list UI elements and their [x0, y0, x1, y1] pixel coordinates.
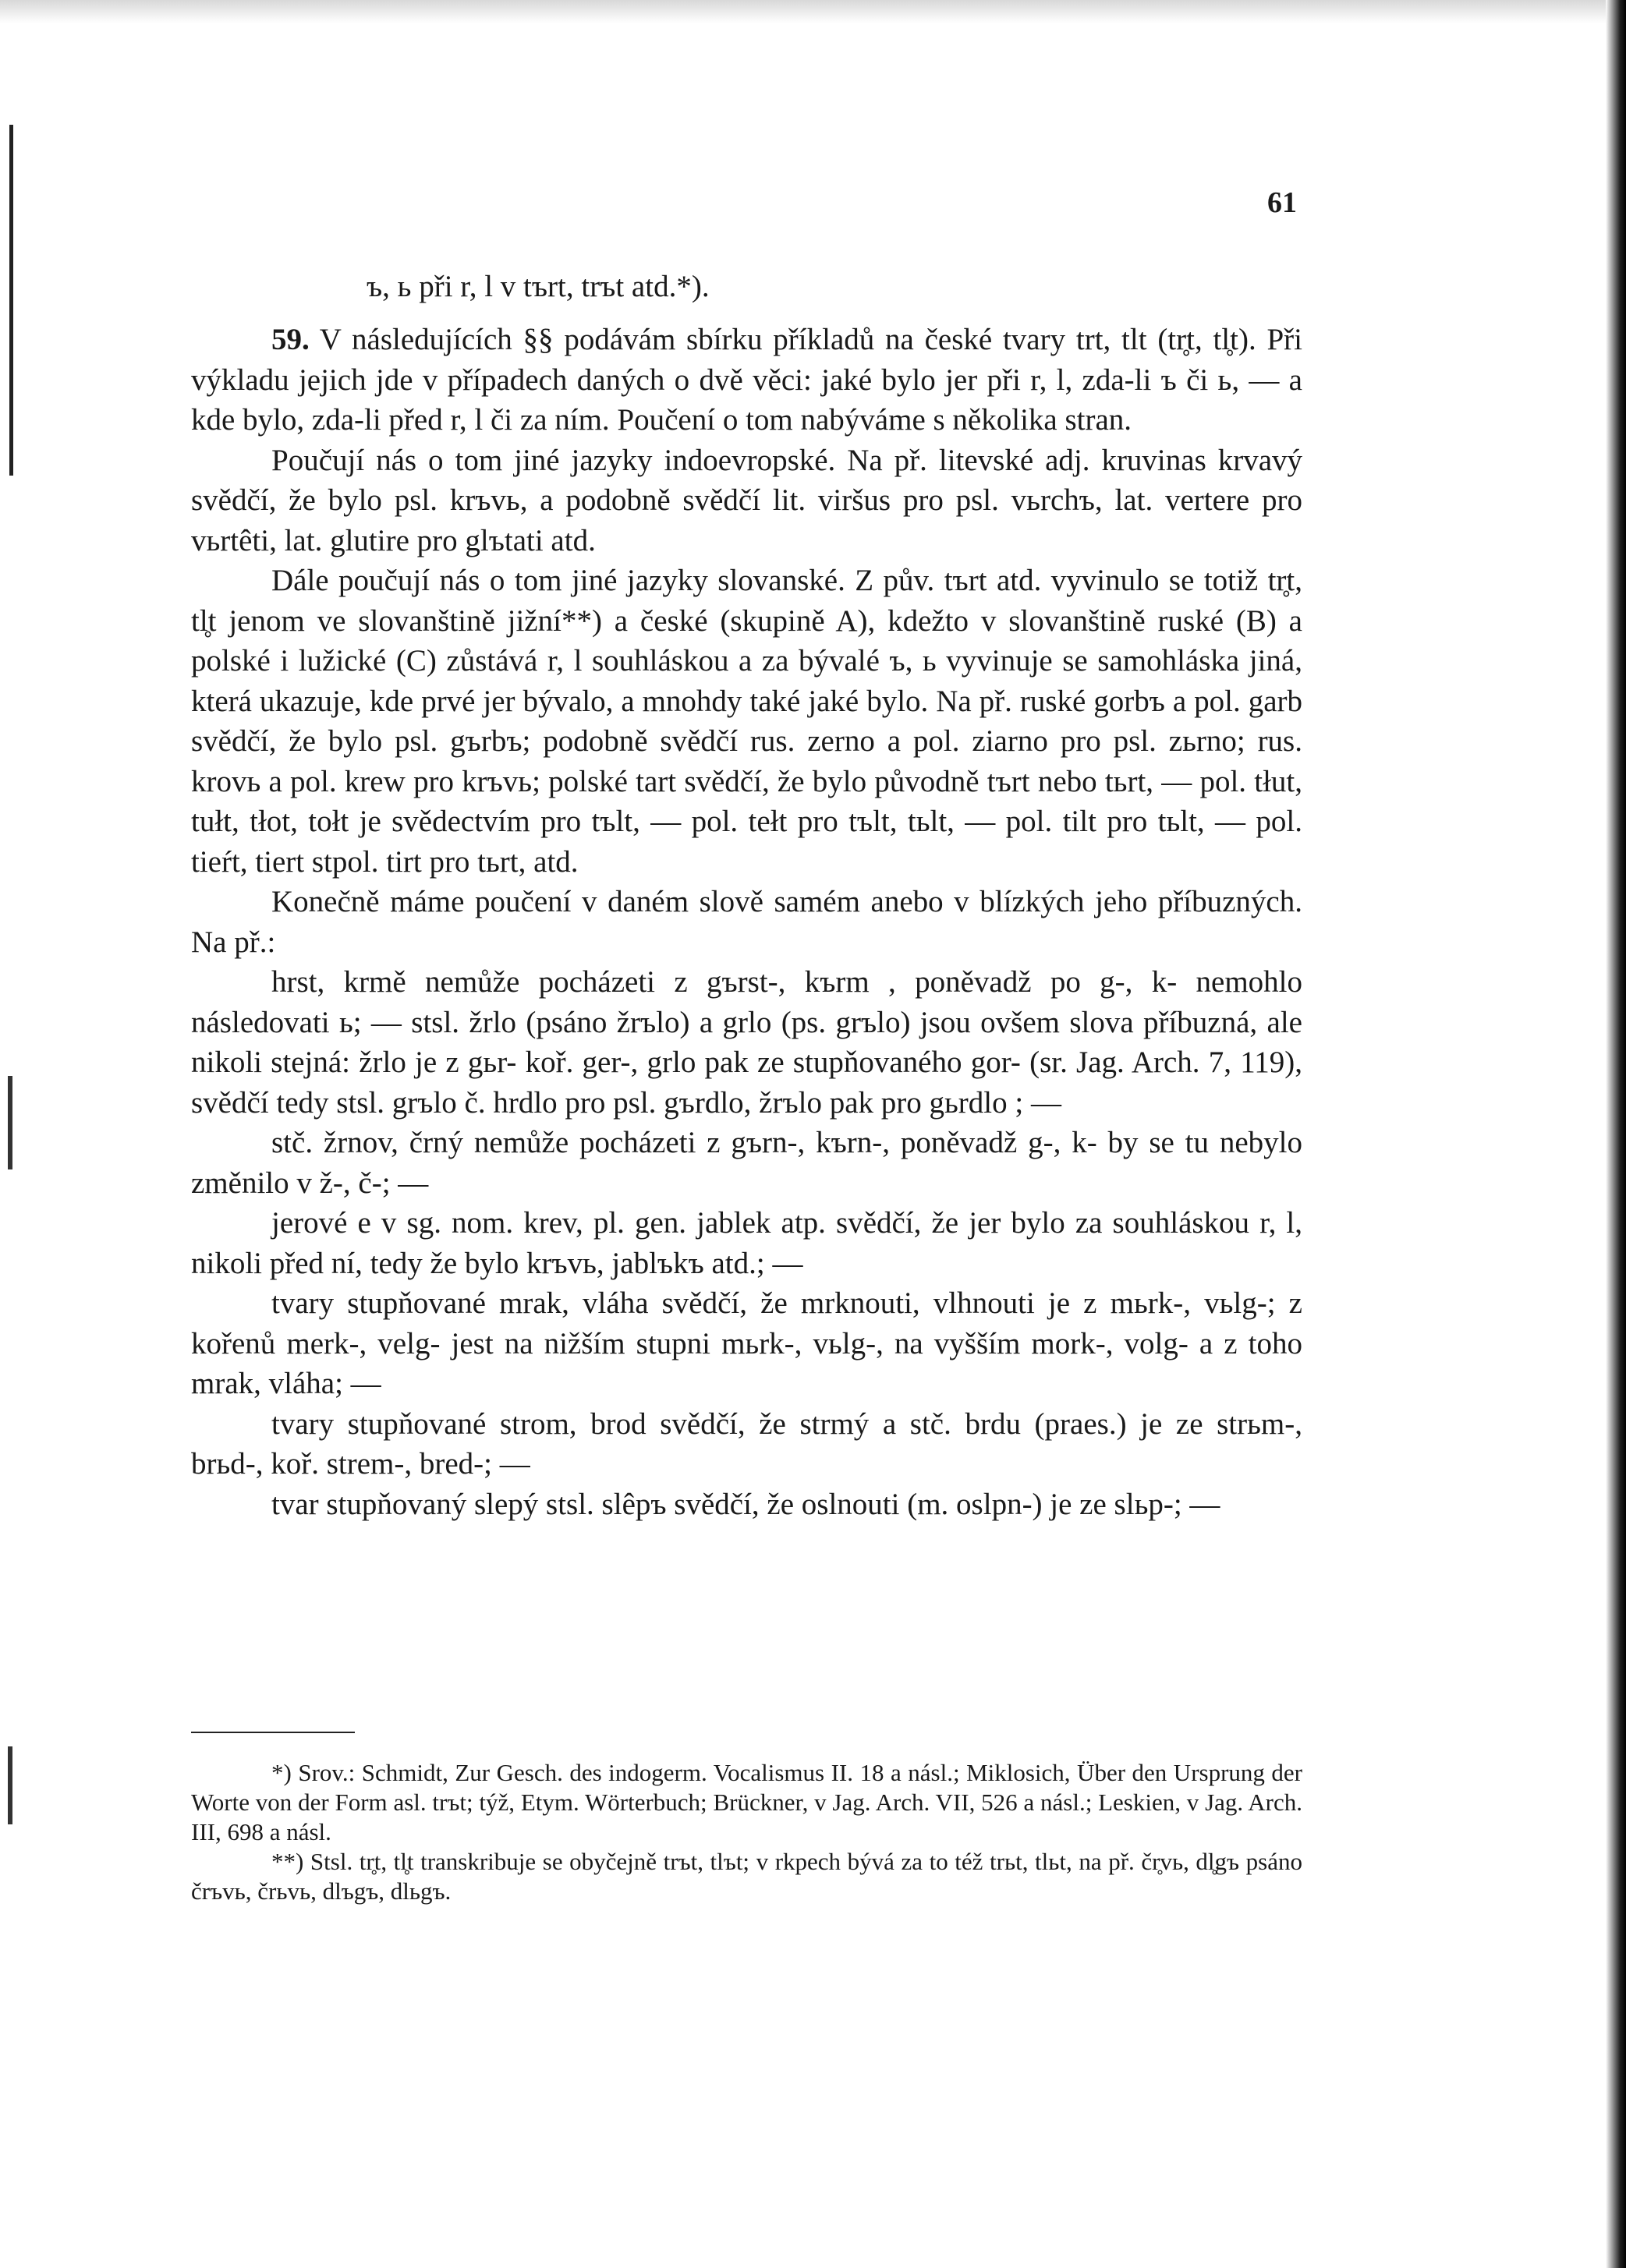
paragraph: tvar stupňovaný slepý stsl. slêpъ svědčí, že oslnouti (m. oslpn-) je ze slьp-; —: [271, 1487, 1220, 1521]
paragraph: jerové e v sg. nom. krev, pl. gen. jablek atp. svědčí, že jer bylo za souhláskou r, l, nikoli před ní, tedy že bylo krъvь, jablъkъ atd.; —: [191, 1206, 1302, 1280]
footnote: **) Stsl. tr̥t, tl̥t transkribuje se obyčejně trъt, tlъt; v rkpech bývá za to též trьt, tlьt, na př. čr̥vь, dl̥gъ psáno črъvь, črьvь, dlъgъ, dlьgъ.: [191, 1848, 1302, 1905]
paragraph: Poučují nás o tom jiné jazyky indoevropské. Na př. litevské adj. kruvinas krvavý svědčí, že bylo psl. krъvь, a podobně svědčí lit. viršus pro psl. vьrchъ, lat. vertere pro vьrtêti, lat. glutire pro glъtati atd.: [191, 443, 1302, 557]
footnote: *) Srov.: Schmidt, Zur Gesch. des indogerm. Vocalismus II. 18 a násl.; Miklosich, Über den Ursprung der Worte von der Form asl. trъt; týž, Etym. Wörterbuch; Brückner, v Jag. Arch. VII, 526 a násl.; Leskien, v Jag. Arch. III, 698 a násl.: [191, 1759, 1302, 1845]
paragraph: tvary stupňované strom, brod svědčí, že strmý a stč. brdu (praes.) je ze strьm-, brьd-, koř. strem-, bred-; —: [191, 1406, 1302, 1481]
page-number: 61: [1267, 186, 1297, 219]
footnote-divider: [191, 1732, 355, 1733]
paragraph: stč. žrnov, črný nemůže pocházeti z gъrn-, kъrn-, poněvadž g-, k- by se tu nebylo změnilo v ž-, č-; —: [191, 1126, 1302, 1200]
main-text: [191, 320, 1302, 1524]
scan-edge-left: [9, 125, 13, 476]
paragraph: hrst, krmě nemůže pocházeti z gъrst-, kъrm , poněvadž po g-, k- nemohlo následovati ь; — stsl. žrlo (psáno žrъlo) a grlo (ps. grъlo) jsou ovšem slova příbuzná, ale nikoli stejná: žrlo je z gьr- koř. ger-, grlo pak ze stupňovaného gor- (sr. Jag. Arch. 7, 119), svědčí tedy stsl. grъlo č. hrdlo pro psl. gъrdlo, žrъlo pak pro gьrdlo ; —: [191, 965, 1302, 1120]
scan-edge-left-mark: [8, 1076, 12, 1169]
paragraph: [191, 320, 1302, 441]
paragraph: Dále poučují nás o tom jiné jazyky slovanské. Z pův. tъrt atd. vyvinulo se totiž tr̥t, tl̥t jenom ve slovanštině jižní**) a české (skupině A), kdežto v slovanštině ruské (B) a polské i lužické (C) zůstává r, l souhláskou a za bývalé ъ, ь vyvinuje se samohláska jiná, která ukazuje, kde prvé jer bývalo, a mnohdy také jaké bylo. Na př. ruské gorbъ a pol. garb svědčí, že bylo psl. gъrbъ; podobně svědčí rus. zerno a pol. ziarno pro psl. zьrno; rus. krovь a pol. krew pro krъvь; polské tart svědčí, že bylo původně tъrt nebo tьrt, — pol. tłut, tułt, tłot, tołt je svědectvím pro tъlt, — pol. tełt pro tъlt, tьlt, — pol. tilt pro tьlt, — pol. tieŕt, tiert stpol. tirt pro tьrt, atd.: [191, 564, 1302, 879]
scan-edge-left-mark: [8, 1746, 12, 1824]
running-header: ъ, ь při r, l v tъrt, trъt atd.*).: [367, 270, 710, 303]
section-number: 59.: [271, 323, 310, 356]
footnotes: [191, 1758, 1302, 1906]
paragraph: tvary stupňované mrak, vláha svědčí, že mrknouti, vlhnouti je z mьrk-, vьlg-; z kořenů merk-, velg- jest na nižším stupni mьrk-, vьlg-, na vyšším mork-, volg- a z toho mrak, vláha; —: [191, 1286, 1302, 1400]
paragraph: Konečně máme poučení v daném slově samém anebo v blízkých jeho příbuzných. Na př.:: [191, 885, 1302, 959]
paragraph-text: V následujících §§ podávám sbírku příkladů na české tvary trt, tlt (tr̥t, tl̥t). Při výkladu jejich jde v případech daných o dvě věci: jaké bylo jer při r, l, zda-li ъ či ь, — a kde bylo, zda-li před r, l či za ním. Poučení o tom nabýváme s několika stran.: [191, 323, 1302, 437]
scan-edge-right: [1606, 0, 1626, 2268]
scan-edge-top: [0, 0, 1626, 23]
